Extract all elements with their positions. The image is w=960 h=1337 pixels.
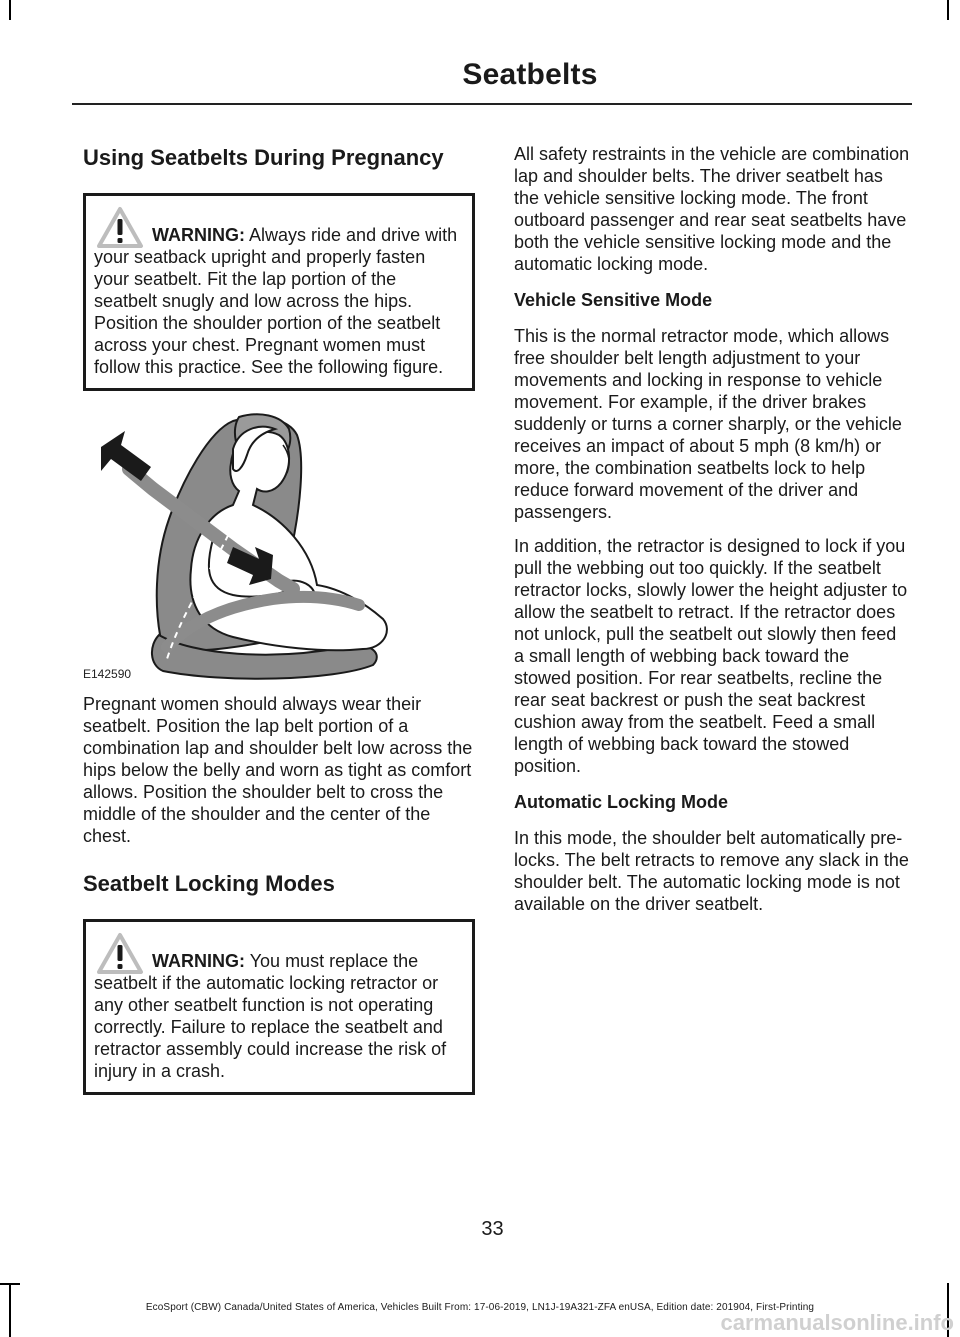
edition-footer: EcoSport (CBW) Canada/United States of America, Vehicles Built From: 17-06-2019, LN1J-19A321-ZFA enUSA, Edition date: 201904, First-Printing — [145, 1302, 815, 1313]
subheading-automatic-locking-mode: Automatic Locking Mode — [514, 792, 729, 812]
left-column — [83, 143, 475, 1095]
retractor-lock-paragraph: In addition, the retractor is designed to lock if you pull the webbing out too quickly. If the seatbelt retractor locks, slowly lower the height adjuster to allow the seatbelt to retract. If the retractor does not unlock, pull the seatbelt out slowly then feed a small length of webbing back toward the stowed position. For rear seatbelts, recline the rear seat backrest or push the seat backrest cushion away from the seatbelt. Feed a small length of webbing back toward the stowed position. — [514, 536, 908, 776]
crop-mark-bottom-left-h — [0, 1283, 20, 1285]
restraints-paragraph: All safety restraints in the vehicle are combination lap and shoulder belts. The driver seatbelt has the vehicle sensitive locking mode. The front outboard passenger and rear seat seatbelts have both the vehicle sensitive locking mode and the automatic locking mode. — [514, 144, 910, 274]
automatic-locking-paragraph: In this mode, the shoulder belt automatically pre-locks. The belt retracts to remove any slack in the shoulder belt. The automatic locking mode is not available on the driver seatbelt. — [514, 828, 909, 914]
figure-id: E142590 — [83, 667, 132, 681]
warning-triangle-icon — [96, 932, 144, 976]
warning-label: WARNING: — [152, 951, 245, 971]
pregnant-seatbelt-figure — [83, 409, 475, 681]
section-heading-locking-modes: Seatbelt Locking Modes — [83, 871, 335, 896]
warning-text-pregnancy — [94, 224, 464, 378]
crop-mark-top-right — [947, 0, 949, 20]
pregnant-seatbelt-illustration — [83, 409, 475, 681]
warning-box-pregnancy — [83, 193, 475, 391]
right-column — [514, 143, 910, 915]
warning-body: You must replace the seatbelt if the automatic locking retractor or any other seatbelt function is not operating correctly. Failure to replace the seatbelt and retractor assembly could increase the risk of injury in a crash. — [94, 951, 447, 1081]
page-title: Seatbelts — [462, 58, 598, 91]
crop-mark-top-left — [9, 0, 11, 20]
section-heading-pregnancy: Using Seatbelts During Pregnancy — [83, 145, 444, 170]
pregnancy-paragraph: Pregnant women should always wear their seatbelt. Position the lap belt portion of a combination lap and shoulder belt low across the hips below the belly and worn as tight as comfort allows. Position the shoulder belt to cross the middle of the shoulder and the center of the chest. — [83, 694, 473, 846]
warning-label: WARNING: — [152, 225, 245, 245]
subheading-vehicle-sensitive-mode: Vehicle Sensitive Mode — [514, 290, 713, 310]
warning-triangle-icon — [96, 206, 144, 250]
header-rule — [72, 103, 912, 105]
warning-box-locking — [83, 919, 475, 1095]
warning-body: Always ride and drive with your seatback upright and properly fasten your seatbelt. Fit the lap portion of the seatbelt snugly and low across the hips. Position the shoulder portion of the seatbelt across your chest. Pregnant women must follow this practice. See the following figure. — [94, 225, 458, 377]
watermark: carmanualsonline.info — [720, 1310, 954, 1335]
page-number: 33 — [481, 1218, 504, 1240]
vehicle-sensitive-paragraph: This is the normal retractor mode, which allows free shoulder belt length adjustment to your movements and locking in response to vehicle movement. For example, if the driver brakes suddenly or turns a corner sharply, or the vehicle receives an impact of about 5 mph (8 km/h) or more, the combination seatbelts lock to help reduce forward movement of the driver and passengers. — [514, 326, 902, 522]
warning-text-locking — [94, 950, 464, 1082]
